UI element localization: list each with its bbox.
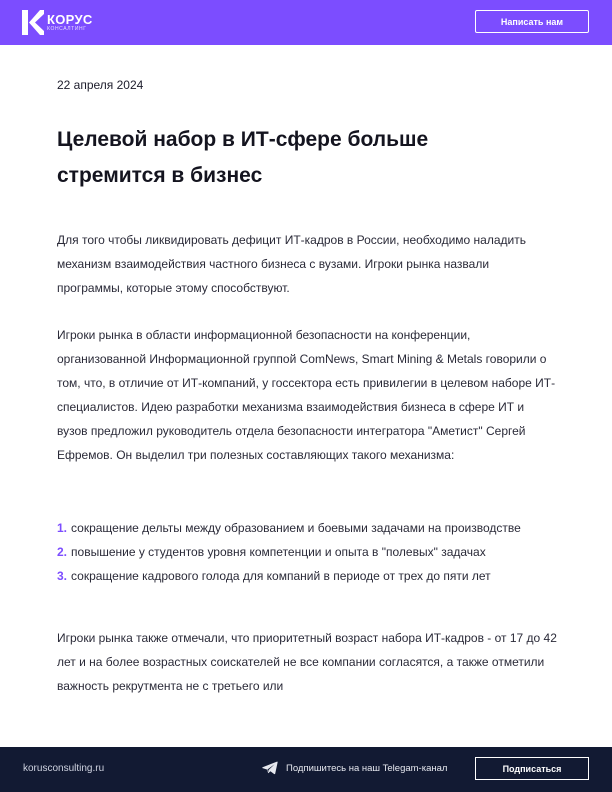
logo-subtext: КОНСАЛТИНГ [47, 26, 87, 32]
subscribe-button[interactable]: Подписаться [475, 757, 589, 780]
telegram-text[interactable]: Подпишитесь на наш Telegam-канал [286, 763, 448, 774]
list-item-text: повышение у студентов уровня компетенции и опыта в "полевых" задачах [71, 545, 486, 559]
article-paragraph-3: Игроки рынка также отмечали, что приоритетный возраст набора ИТ-кадров - от 17 до 42 лет и на более возрастных соискателей не все компании согласятся, а также отметили важность рекрутмента не с третьего или [57, 631, 557, 693]
list-number: 1. [57, 521, 68, 535]
telegram-icon[interactable] [262, 761, 278, 775]
list-item-text: сокращение дельты между образованием и боевыми задачами на производстве [71, 521, 521, 535]
list-item [57, 516, 557, 540]
logo-text: КОРУС [47, 12, 93, 27]
article-intro: Для того чтобы ликвидировать дефицит ИТ-кадров в России, необходимо наладить механизм взаимодействия частного бизнеса с вузами. Игроки рынка назвали программы, которые этому способствуют. [57, 233, 526, 295]
site-link[interactable]: korusconsulting.ru [23, 763, 105, 774]
korus-logo-icon [22, 10, 44, 35]
components-list [57, 516, 557, 588]
list-number: 2. [57, 545, 68, 559]
header [0, 0, 612, 45]
list-item-text: сокращение кадрового голода для компаний в периоде от трех до пяти лет [71, 569, 491, 583]
list-item [57, 564, 557, 588]
list-number: 3. [57, 569, 68, 583]
footer [0, 747, 612, 792]
article-date: 22 апреля 2024 [57, 78, 144, 92]
article-title: Целевой набор в ИТ-сфере больше стремится в бизнес [57, 128, 429, 187]
article-paragraph-2: Игроки рынка в области информационной безопасности на конференции, организованной Информационной группой ComNews, Smart Mining & Metals говорили о том, что, в отличие от ИТ-компаний, у госсектора есть привилегии в целевом наборе ИТ-специалистов. Идею разработки механизма взаимодействия бизнеса в сфере ИТ и вузов предложил руководитель отдела безопасности интегратора "Аметист" Сергей Ефремов. Он выделил три полезных составляющих такого механизма: [57, 328, 556, 462]
contact-button[interactable]: Написать нам [475, 10, 589, 33]
list-item [57, 540, 557, 564]
logo[interactable] [22, 10, 142, 35]
